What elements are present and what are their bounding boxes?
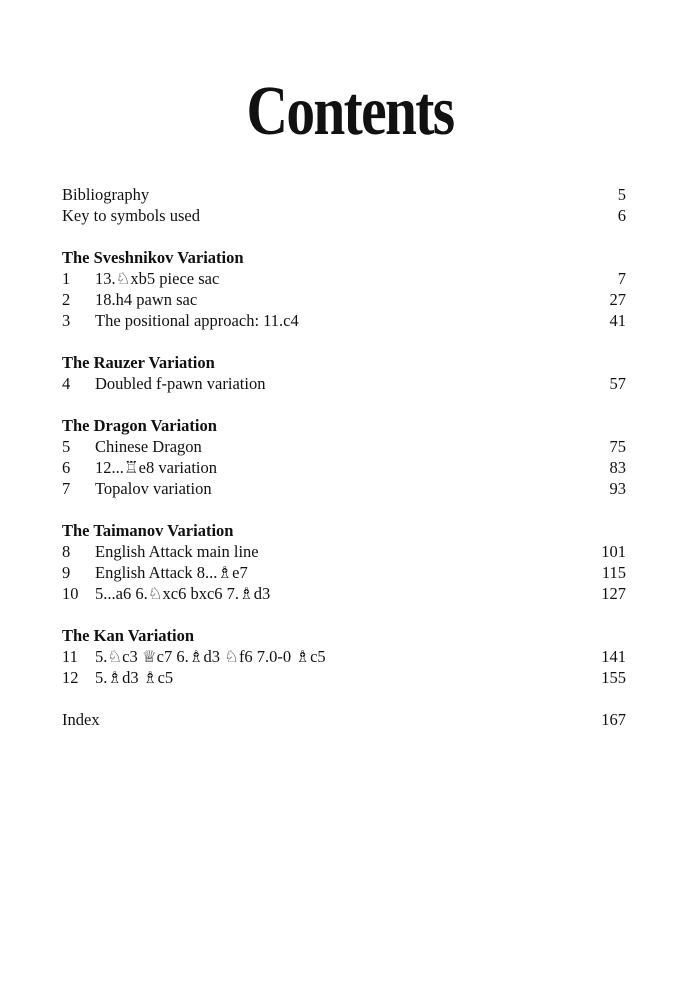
page-title: Contents: [246, 73, 454, 150]
spacer: [62, 604, 626, 625]
toc-page-number: 115: [601, 563, 626, 582]
spacer: [62, 226, 626, 247]
chapter-number: 1: [62, 269, 71, 288]
toc-chapter-9[interactable]: [62, 562, 626, 583]
chapter-title: The positional approach: 11.c4: [95, 311, 299, 330]
toc-chapter-7[interactable]: [62, 478, 626, 499]
toc-entry-label: Key to symbols used: [62, 206, 200, 225]
toc-page-number: 93: [609, 479, 626, 498]
section-heading-taimanov: The Taimanov Variation: [62, 521, 234, 540]
chapter-title: 5.♗d3 ♗c5: [95, 668, 174, 687]
toc-page-number: 27: [609, 290, 626, 309]
section-heading-dragon: The Dragon Variation: [62, 416, 217, 435]
spacer: [62, 394, 626, 415]
toc-chapter-10[interactable]: [62, 583, 626, 604]
toc-page-number: 83: [609, 458, 626, 477]
toc-chapter-4[interactable]: [62, 373, 626, 394]
chapter-number: 4: [62, 374, 71, 393]
chapter-title: English Attack main line: [95, 542, 259, 561]
chapter-number: 9: [62, 563, 71, 582]
spacer: [62, 688, 626, 709]
toc-chapter-3[interactable]: [62, 310, 626, 331]
toc-entry-label: Index: [62, 710, 100, 729]
toc-chapter-6[interactable]: [62, 457, 626, 478]
toc-page-number: 141: [601, 647, 626, 666]
chapter-number: 6: [62, 458, 71, 477]
chapter-number: 2: [62, 290, 71, 309]
section-heading-kan: The Kan Variation: [62, 626, 195, 645]
toc-page-number: 101: [601, 542, 626, 561]
toc-chapter-8[interactable]: [62, 541, 626, 562]
section-heading-rauzer: The Rauzer Variation: [62, 353, 215, 372]
chapter-title: 5...a6 6.♘xc6 bxc6 7.♗d3: [95, 584, 271, 603]
toc-chapter-5[interactable]: [62, 436, 626, 457]
toc-entry-label: Bibliography: [62, 185, 150, 204]
toc-entry-key-to-symbols[interactable]: [62, 205, 626, 226]
toc-chapter-11[interactable]: [62, 646, 626, 667]
toc-page-number: 5: [617, 185, 626, 204]
toc-entry-index[interactable]: [62, 709, 626, 730]
toc-page-number: 127: [601, 584, 626, 603]
chapter-title: Topalov variation: [95, 479, 212, 498]
toc-page-number: 167: [601, 710, 626, 729]
chapter-title: 18.h4 pawn sac: [95, 290, 198, 309]
chapter-number: 10: [62, 584, 79, 603]
chapter-title: English Attack 8...♗e7: [95, 563, 248, 582]
spacer: [62, 331, 626, 352]
toc-page-number: 155: [601, 668, 626, 687]
chapter-number: 11: [62, 647, 78, 666]
toc-page-number: 7: [617, 269, 626, 288]
chapter-number: 5: [62, 437, 71, 456]
chapter-number: 7: [62, 479, 71, 498]
toc-page-number: 75: [609, 437, 626, 456]
chapter-title: 13.♘xb5 piece sac: [95, 269, 220, 288]
chapter-title: Chinese Dragon: [95, 437, 202, 456]
toc-page-number: 57: [609, 374, 626, 393]
spacer: [62, 499, 626, 520]
chapter-title: Doubled f-pawn variation: [95, 374, 266, 393]
table-of-contents: [62, 184, 626, 730]
chapter-title: 5.♘c3 ♕c7 6.♗d3 ♘f6 7.0-0 ♗c5: [95, 647, 326, 666]
toc-page-number: 6: [617, 206, 626, 225]
toc-chapter-12[interactable]: [62, 667, 626, 688]
toc-chapter-1[interactable]: [62, 268, 626, 289]
chapter-number: 12: [62, 668, 79, 687]
section-heading-sveshnikov: The Sveshnikov Variation: [62, 248, 244, 267]
toc-entry-bibliography[interactable]: [62, 184, 626, 205]
chapter-number: 8: [62, 542, 71, 561]
toc-page-number: 41: [609, 311, 626, 330]
chapter-number: 3: [62, 311, 71, 330]
toc-chapter-2[interactable]: [62, 289, 626, 310]
chapter-title: 12...♖e8 variation: [95, 458, 218, 477]
